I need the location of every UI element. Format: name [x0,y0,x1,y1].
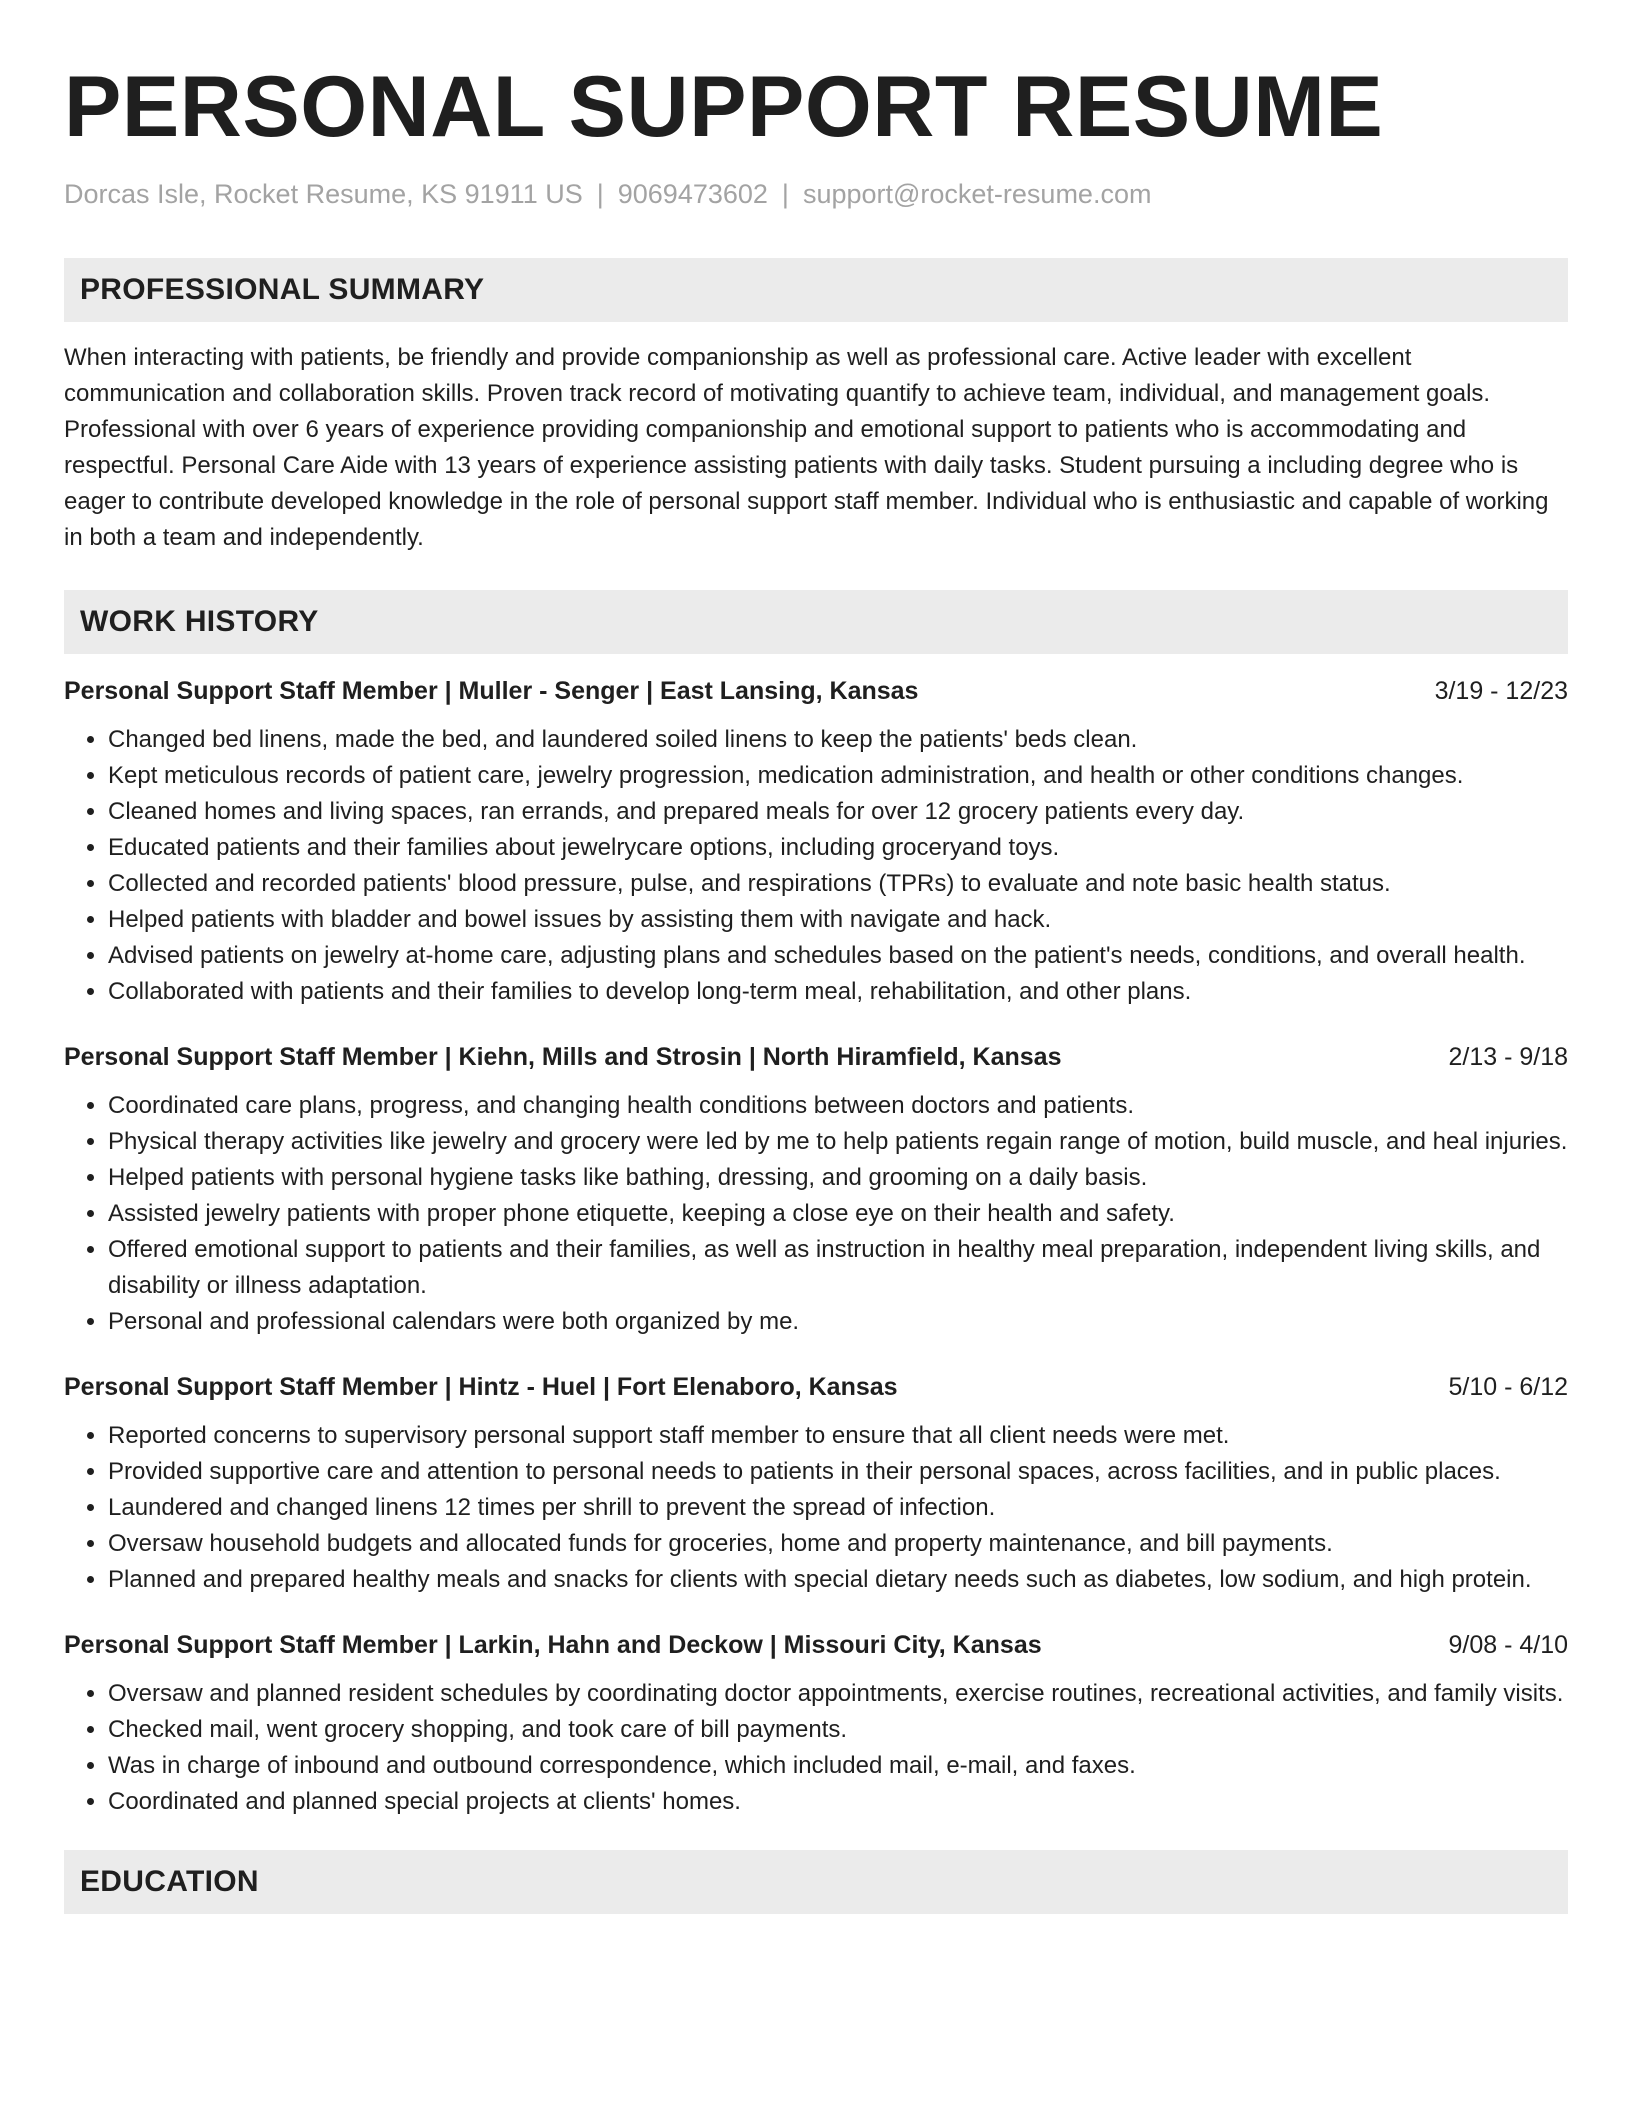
job-header [64,1370,1568,1404]
job-bullet: • Coordinated and planned special projects at clients' homes. [108,1784,1568,1820]
job-dates: 9/08 - 4/10 [1448,1631,1568,1660]
job-bullet-list [64,1418,1568,1598]
job-bullet: • Physical therapy activities like jewelry and grocery were led by me to help patients regain range of motion, build muscle, and heal injuries. [108,1124,1568,1160]
job-bullet-list [64,1676,1568,1820]
contact-line [64,178,1568,210]
summary-heading: PROFESSIONAL SUMMARY [80,273,485,307]
job-dates: 2/13 - 9/18 [1448,1043,1568,1072]
job-entry [64,1628,1568,1820]
resume-title: PERSONAL SUPPORT RESUME [64,59,1384,155]
contact-separator: | [781,179,789,209]
job-title: Personal Support Staff Member | Kiehn, Mills and Strosin | North Hiramfield, Kansas [64,1043,1062,1072]
job-bullet: • Assisted jewelry patients with proper phone etiquette, keeping a close eye on their health and safety. [108,1196,1568,1232]
job-bullet: • Changed bed linens, made the bed, and laundered soiled linens to keep the patients' beds clean. [108,722,1568,758]
job-bullet: • Personal and professional calendars were both organized by me. [108,1304,1568,1340]
job-bullet: • Oversaw and planned resident schedules by coordinating doctor appointments, exercise routines, recreational activities, and family visits. [108,1676,1568,1712]
job-bullet: • Cleaned homes and living spaces, ran errands, and prepared meals for over 12 grocery patients every day. [108,794,1568,830]
job-bullet: • Reported concerns to supervisory personal support staff member to ensure that all client needs were met. [108,1418,1568,1454]
job-bullet: • Helped patients with bladder and bowel issues by assisting them with navigate and hack. [108,902,1568,938]
education-heading: EDUCATION [80,1865,259,1899]
job-bullet: • Kept meticulous records of patient care, jewelry progression, medication administration, and health or other conditions changes. [108,758,1568,794]
summary-section-header [64,258,1568,322]
job-bullet: • Laundered and changed linens 12 times per shrill to prevent the spread of infection. [108,1490,1568,1526]
job-bullet: • Planned and prepared healthy meals and snacks for clients with special dietary needs such as diabetes, low sodium, and high protein. [108,1562,1568,1598]
job-bullet: • Offered emotional support to patients and their families, as well as instruction in healthy meal preparation, independent living skills, and disability or illness adaptation. [108,1232,1568,1304]
work-heading: WORK HISTORY [80,605,319,639]
job-entry [64,1040,1568,1340]
job-bullet: • Coordinated care plans, progress, and changing health conditions between doctors and patients. [108,1088,1568,1124]
contact-email: support@rocket-resume.com [802,179,1152,209]
job-header [64,1040,1568,1074]
job-header [64,1628,1568,1662]
job-title: Personal Support Staff Member | Hintz - Huel | Fort Elenaboro, Kansas [64,1373,898,1402]
job-entry [64,1370,1568,1598]
job-bullet-list [64,1088,1568,1340]
education-section-header [64,1850,1568,1914]
contact-separator: | [596,179,604,209]
job-title: Personal Support Staff Member | Larkin, Hahn and Deckow | Missouri City, Kansas [64,1631,1042,1660]
summary-text: When interacting with patients, be friendly and provide companionship as well as professional care. Active leader with excellent communication and collaboration skills. Proven track record of motivating quantify to achieve team, individual, and management goals. Professional with over 6 years of experience providing companionship and emotional support to patients who is accommodating and respectful. Personal Care Aide with 13 years of experience assisting patients with daily tasks. Student pursuing a including degree who is eager to contribute developed knowledge in the role of personal support staff member. Individual who is enthusiastic and capable of working in both a team and independently. [64,344,1549,552]
job-header [64,674,1568,708]
contact-address: Dorcas Isle, Rocket Resume, KS 91911 US [64,179,583,209]
job-bullet: • Checked mail, went grocery shopping, and took care of bill payments. [108,1712,1568,1748]
job-bullet: • Collaborated with patients and their families to develop long-term meal, rehabilitation, and other plans. [108,974,1568,1010]
work-history-list [64,674,1568,1820]
job-bullet: • Helped patients with personal hygiene tasks like bathing, dressing, and grooming on a daily basis. [108,1160,1568,1196]
job-dates: 5/10 - 6/12 [1448,1373,1568,1402]
job-bullet: • Provided supportive care and attention to personal needs to patients in their personal spaces, across facilities, and in public places. [108,1454,1568,1490]
job-bullet: • Oversaw household budgets and allocated funds for groceries, home and property maintenance, and bill payments. [108,1526,1568,1562]
job-title: Personal Support Staff Member | Muller - Senger | East Lansing, Kansas [64,677,919,706]
job-entry [64,674,1568,1010]
job-bullet: • Was in charge of inbound and outbound correspondence, which included mail, e-mail, and faxes. [108,1748,1568,1784]
job-bullet: • Educated patients and their families about jewelrycare options, including groceryand toys. [108,830,1568,866]
job-bullet-list [64,722,1568,1010]
contact-phone: 9069473602 [617,179,768,209]
job-bullet: • Advised patients on jewelry at-home care, adjusting plans and schedules based on the patient's needs, conditions, and overall health. [108,938,1568,974]
work-section-header [64,590,1568,654]
job-dates: 3/19 - 12/23 [1434,677,1568,706]
job-bullet: • Collected and recorded patients' blood pressure, pulse, and respirations (TPRs) to evaluate and note basic health status. [108,866,1568,902]
